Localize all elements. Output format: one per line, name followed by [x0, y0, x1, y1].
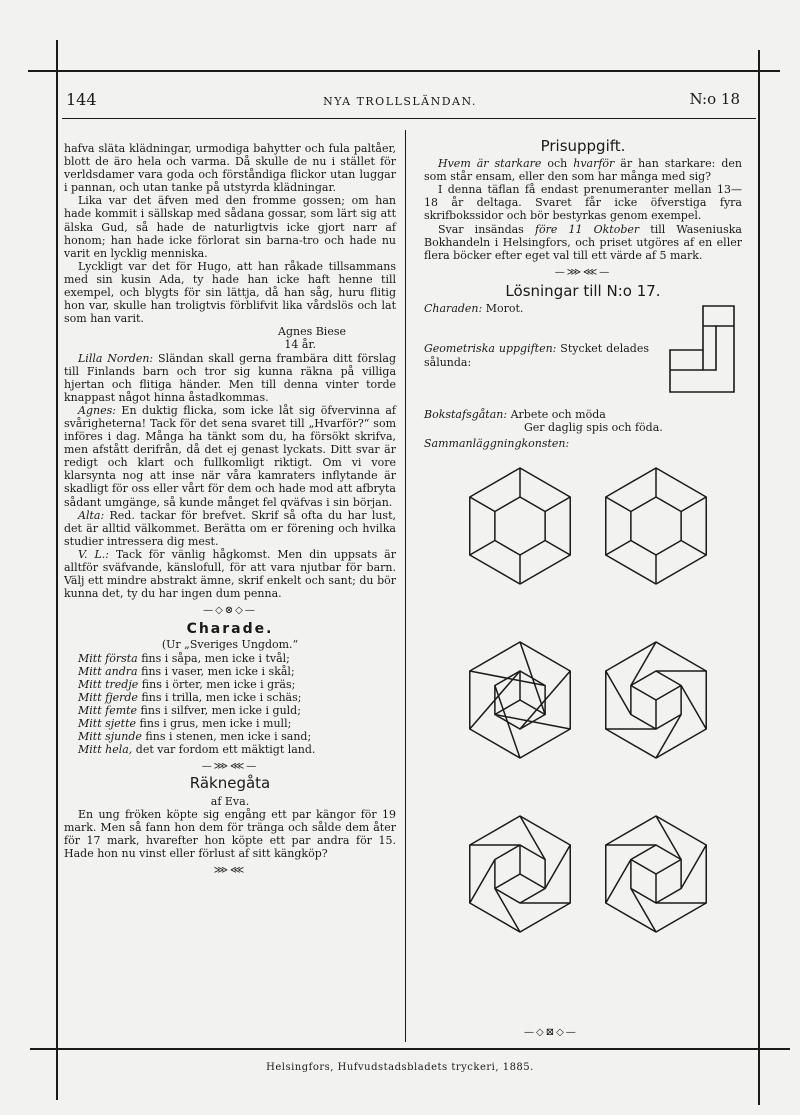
top-rule	[28, 70, 780, 72]
center-edge	[631, 686, 656, 701]
summation-label	[424, 437, 742, 450]
raknegata-heading: Räknegåta	[189, 774, 271, 793]
geometry-text: Stycket delades sålunda:	[424, 342, 649, 370]
letter-riddle-label: Bokstafsgåtan:	[424, 408, 508, 422]
hexagon-figure-5	[470, 816, 570, 932]
charade-line	[78, 652, 396, 665]
rhombus-edge	[606, 860, 631, 904]
story-author-age	[64, 338, 396, 351]
charade-source: (Ur „Sveriges Ungdom.“	[161, 638, 299, 652]
author-age: 14 år.	[284, 338, 316, 352]
center-edge	[520, 874, 545, 889]
rhombus-edge	[495, 686, 520, 759]
charade-line-rest: fins i grus, men icke i mull;	[136, 717, 292, 731]
story-author	[64, 325, 396, 338]
geometry-label: Geometriska uppgiften:	[424, 342, 557, 356]
prize-question-lead2: hvarför	[573, 157, 615, 171]
letter-riddle-line-1: Arbete och möda	[507, 408, 606, 422]
center-edge	[631, 860, 656, 875]
charade-line-rest: fins i silfver, men icke i guld;	[137, 703, 301, 717]
rhombus-edge	[681, 541, 706, 556]
prize-question	[424, 157, 742, 183]
column-divider	[405, 130, 406, 1042]
charade-line-rest: det var fordom ett mäktigt land.	[132, 743, 316, 757]
reply-alta	[64, 509, 396, 548]
publication-title: NYA TROLLSLÄNDAN.	[323, 95, 477, 108]
reply-text: En duktig flicka, som icke låt sig öfvervinna af svårigheterna! Tack för det sena svaret till „Hvarför?“ som införes i dag. Många ha tänkt som du, ha försökt skrifva, men afstått derifrån, då det ej genast lyckats. Ditt svar är redigt och klart och fullkomligt riktigt. Om vi vore klarsynta nog att inse när våra kamraters inflytande är skadligt för oss eller vårt för dem och hade mod att afbryta sådant umgänge, så kunde månget fel qväfvas i sin början.	[64, 403, 396, 509]
solutions-heading: Lösningar till N:o 17.	[505, 281, 661, 300]
center-edge	[495, 874, 520, 889]
reply-lilla-norden	[64, 352, 396, 404]
prize-question-mid: och	[541, 157, 574, 171]
story-paragraph-1: hafva släta klädningar, urmodiga bahytter och fula paltåer, blott de äro hela och varma. Då skulle de nu i stället för verldsdamer vara goda och förståndiga flickor utan luggar i pannan, och utan tanke på utstyrda klädningar.	[64, 142, 396, 195]
inner-hexagon	[495, 497, 545, 555]
rhombus-edge	[606, 671, 631, 715]
raknegata-author: af Eva.	[210, 794, 250, 808]
reply-name: V. L.:	[78, 547, 109, 561]
charade-line	[78, 691, 396, 704]
reply-agnes	[64, 404, 396, 509]
charade-verse	[64, 652, 396, 757]
prize-deadline: före 11 Oktober	[534, 222, 640, 236]
rhombus-edge	[681, 686, 706, 730]
rhombus-edge	[470, 497, 495, 512]
left-column	[64, 142, 396, 881]
prize-heading: Prisuppgift.	[540, 137, 626, 155]
charad-solution	[424, 302, 523, 315]
geometry-cut-1	[703, 326, 716, 370]
author-name: Agnes Biese	[278, 325, 346, 339]
geometry-figure	[668, 304, 738, 394]
prize-submission-a: Svar insändas	[438, 222, 535, 236]
reply-name: Agnes:	[78, 403, 116, 417]
charade-line	[78, 665, 396, 678]
letter-riddle-line-2: Ger daglig spis och föda.	[524, 421, 663, 435]
geometry-solution-block	[424, 342, 742, 400]
letter-riddle-solution	[424, 408, 742, 421]
charade-line-lead: Mitt sjette	[78, 717, 137, 731]
right-frame-line	[758, 50, 760, 1105]
rhombus-edge	[470, 541, 495, 556]
charade-line-lead: Mitt tredje	[78, 677, 139, 691]
charade-line	[78, 743, 396, 756]
reply-text: Sländan skall gerna frambära ditt förslag till Finlands barn och tror sig kunna räkna på villiga hjertan och flitiga händer. Men till denna vinter torde knappast något hinna åstadkommas.	[64, 351, 396, 404]
rhombus-edge	[470, 860, 495, 904]
rhombus-edge	[520, 642, 545, 715]
charade-line-rest: fins i såpa, men icke i tvål;	[137, 651, 290, 665]
inner-hexagon	[631, 497, 681, 555]
charade-line-lead: Mitt sjunde	[78, 730, 142, 744]
ornament-divider: —◇⊠◇—	[524, 1027, 578, 1038]
rhombus-edge	[545, 497, 570, 512]
footer-rule	[30, 1048, 790, 1050]
charade-line-lead: Mitt fjerde	[78, 690, 138, 704]
reply-text: Red. tackar för brefvet. Skrif så ofta du har lust, det är alltid välkommet. Berätta om er förening och hvilka studier intressera dig mest.	[64, 508, 396, 548]
charad-label: Charaden:	[424, 302, 483, 316]
charade-line	[78, 717, 396, 730]
raknegata-text: En ung fröken köpte sig engång ett par kängor för 19 mark. Men så fann hon dem för tränga och sålde dem åter för 17 mark, hvarefter hon köpte ett par andra för 15. Hade hon nu vinst eller förlust af sitt kängköp?	[64, 807, 396, 860]
hexagon-figure-1	[470, 468, 570, 584]
ornament-divider: —⋙⋘—	[201, 761, 259, 773]
prize-rules: I denna täflan få endast prenumeranter mellan 13—18 år deltaga. Svaret får icke öfverstiga fyra skrifbokssidor och bör bestyrkas genom exempel.	[424, 183, 742, 223]
rhombus-edge	[681, 497, 706, 512]
rhombus-edge	[545, 845, 570, 889]
prize-question-rest: är han starkare: den som står ensam, eller den som har många med sig?	[424, 157, 742, 184]
charade-line-rest: fins i stenen, men icke i sand;	[141, 730, 312, 744]
charade-line-lead: Mitt hela,	[78, 743, 133, 757]
summation-label-text: Sammanläggningkonsten:	[424, 437, 570, 451]
center-edge	[656, 686, 681, 701]
hexagon-figure-6	[606, 816, 706, 932]
charade-heading: Charade.	[186, 621, 274, 638]
reply-vl	[64, 548, 396, 600]
rhombus-edge	[545, 541, 570, 556]
geometry-outline	[670, 306, 734, 392]
rhombus-edge	[606, 497, 631, 512]
page-number: 144	[66, 90, 97, 109]
charade-line-lead: Mitt andra	[78, 664, 138, 678]
geometry-solution	[424, 342, 649, 370]
rhombus-edge	[520, 671, 570, 729]
center-edge	[495, 700, 520, 715]
charade-line-rest: fins i trilla, men icke i schäs;	[137, 690, 302, 704]
hexagon-puzzle-figures	[424, 454, 742, 954]
charade-line	[78, 678, 396, 691]
prize-submission	[424, 223, 742, 262]
charade-line-rest: fins i örter, men icke i gräs;	[138, 677, 296, 691]
center-edge	[656, 860, 681, 875]
prize-question-lead: Hvem är starkare	[438, 157, 542, 171]
reply-text: Tack för vänlig hågkomst. Men din uppsats är alltför sväfvande, känslofull, för att vara njutbar för barn. Välj ett mindre abstrakt ämne, skrif enkelt och sant; du bör kunna det, ty du har ingen dum penna.	[64, 547, 396, 601]
charade-line	[78, 704, 396, 717]
reply-name: Lilla Norden:	[78, 351, 154, 365]
charad-answer: Morot.	[482, 302, 524, 316]
reply-name: Alta:	[78, 508, 105, 522]
printer-imprint: Helsingfors, Hufvudstadsbladets tryckeri, 1885.	[266, 1062, 534, 1073]
hexagon-figure-4	[606, 642, 706, 758]
story-paragraph-2: Lika var det äfven med den fromme gossen; om han hade kommit i sällskap med sådana gossar, som lärt sig att älska Gud, så hade de naturligtvis icke gjort narr af honom; han hade icke förlorat sin barna-tro och hade nu varit en lycklig menniska.	[64, 194, 396, 260]
right-column	[424, 137, 742, 1038]
header-rule	[62, 118, 756, 119]
ornament-divider: ⋙⋘	[213, 864, 247, 876]
charade-line	[78, 730, 396, 743]
rhombus-edge	[606, 541, 631, 556]
charade-line-rest: fins i vaser, men icke i skål;	[137, 664, 295, 678]
ornament-divider: —⋙⋘—	[554, 266, 612, 278]
left-frame-line	[56, 40, 58, 1100]
prize-submission-b: till Waseniuska Bokhandeln i Helsingfors, och priset utgöres af en eller flera böcker efter eget val till ett värde af 5 mark.	[424, 222, 742, 262]
charade-line-lead: Mitt första	[78, 651, 138, 665]
ornament-divider: —◇⊗◇—	[203, 605, 257, 617]
hexagon-figure-3	[470, 642, 570, 758]
rhombus-edge	[681, 845, 706, 889]
charade-line-lead: Mitt femte	[78, 703, 138, 717]
issue-number: N:o 18	[689, 90, 740, 108]
story-paragraph-3: Lyckligt var det för Hugo, att han råkade tillsammans med sin kusin Ada, ty hade han icke haft henne till exempel, och blygts för sin lättja, då han såg, huru flitig hon var, skulle han troligtvis förblifvit lika vårdslös och lat som han varit.	[64, 259, 396, 326]
hexagon-figure-2	[606, 468, 706, 584]
